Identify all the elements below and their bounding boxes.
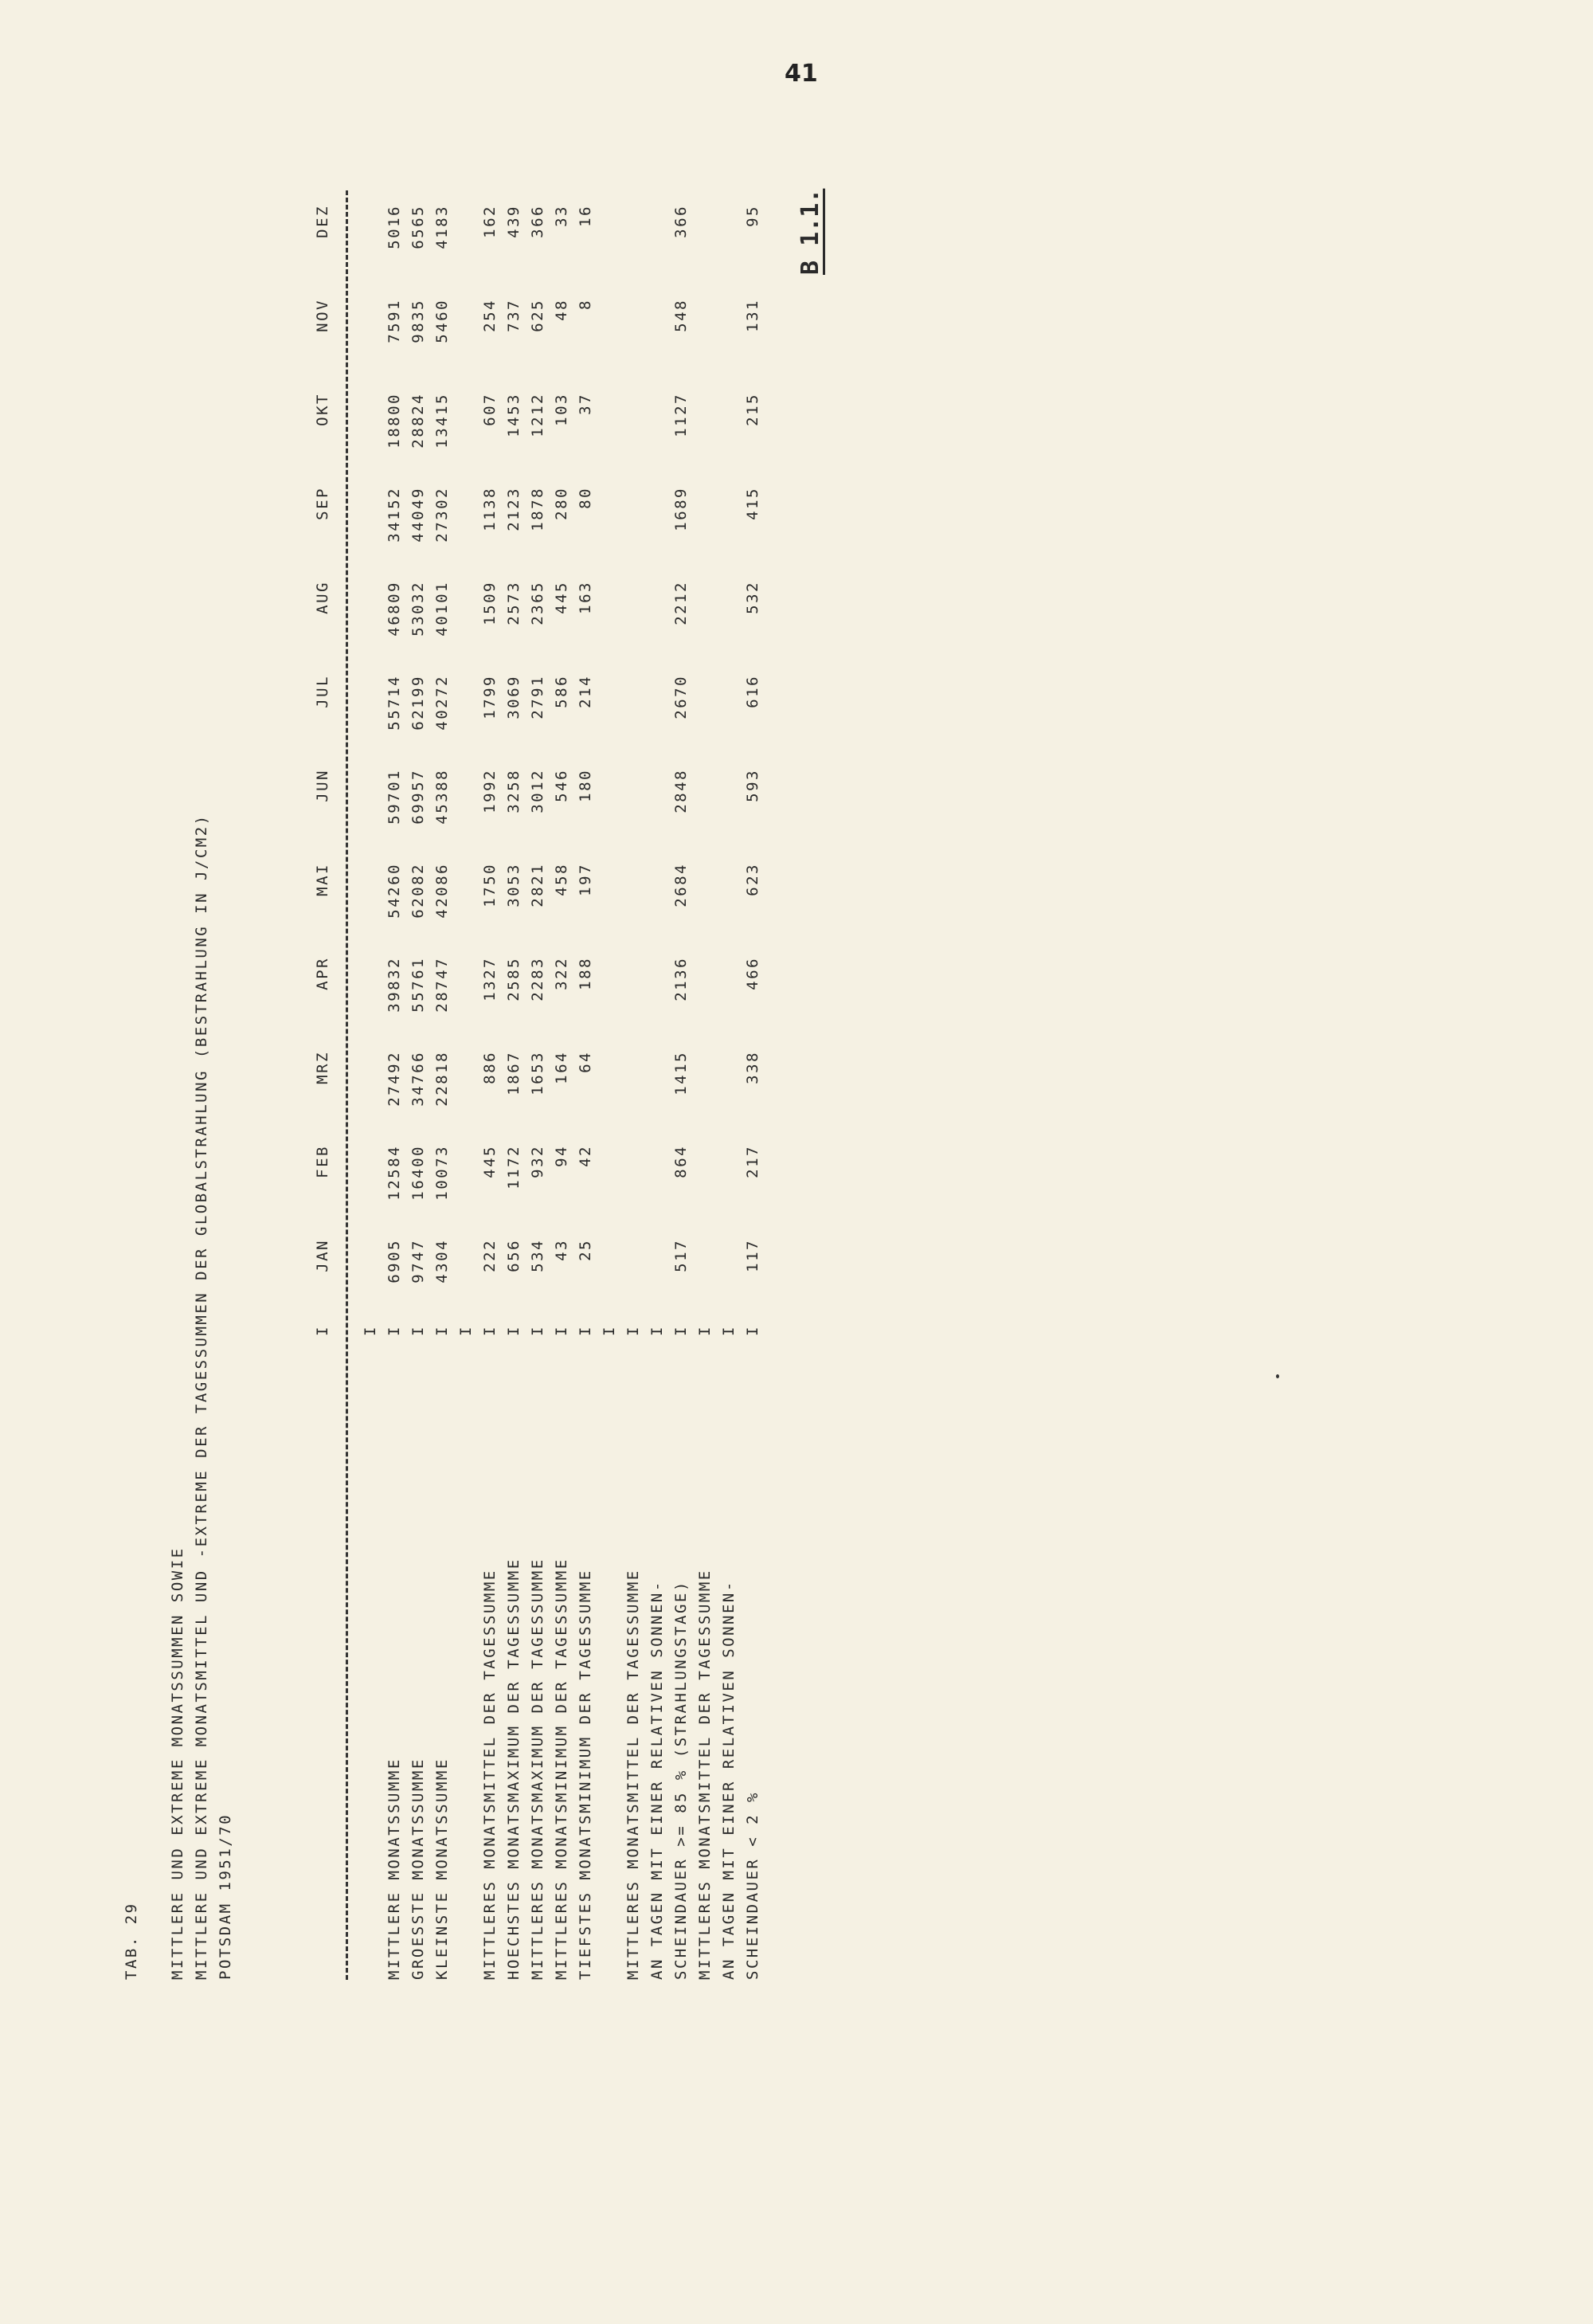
title-line-1: MITTLERE UND EXTREME MONATSSUMMEN SOWIE xyxy=(169,1546,186,1980)
table-cell: 616 xyxy=(744,675,761,708)
table-cell: 4304 xyxy=(433,1239,451,1283)
column-separator: I xyxy=(362,1325,379,1336)
table-cell: 2365 xyxy=(529,581,546,625)
table-cell: 1127 xyxy=(672,393,690,437)
table-cell: 593 xyxy=(744,769,761,802)
table-cell: 3069 xyxy=(505,675,523,719)
table-cell: 280 xyxy=(553,487,570,520)
blank-row xyxy=(358,190,382,1319)
table-cell: 214 xyxy=(577,675,594,708)
header-blank xyxy=(311,1342,335,1980)
table-cell: 2573 xyxy=(505,581,523,625)
column-header-mai: MAI xyxy=(314,863,331,896)
blank-label xyxy=(454,1342,478,1980)
column-separator: I xyxy=(433,1325,451,1336)
table-cell: 27492 xyxy=(386,1051,403,1107)
row-label-line-1: MITTLERES MONATSMITTEL DER TAGESSUMME xyxy=(624,1569,642,1980)
column-header-okt: OKT xyxy=(314,393,331,426)
row-label-line-1: MITTLERES MONATSMITTEL DER TAGESSUMME xyxy=(696,1569,714,1980)
table-cell: 9747 xyxy=(409,1239,427,1283)
table-cell: 40272 xyxy=(433,675,451,731)
table-cell: 117 xyxy=(744,1239,761,1272)
paper-speck xyxy=(1276,1374,1279,1378)
table-cell: 46809 xyxy=(386,581,403,637)
table-cell: 466 xyxy=(744,957,761,990)
table-cell: 254 xyxy=(481,299,499,332)
table-cell: 44049 xyxy=(409,487,427,543)
row-label: HOECHSTES MONATSMAXIMUM DER TAGESSUMME xyxy=(505,1558,523,1980)
table-cell: 546 xyxy=(553,769,570,802)
table-cell: 28824 xyxy=(409,393,427,449)
table-cell: 445 xyxy=(553,581,570,614)
blank-label xyxy=(358,1342,382,1980)
column-header-nov: NOV xyxy=(314,299,331,332)
row-label-line-3: SCHEINDAUER >= 85 % (STRAHLUNGSTAGE) xyxy=(672,1580,690,1980)
table-cell: 415 xyxy=(744,487,761,520)
table-cell: 8 xyxy=(577,299,594,310)
column-header-mrz: MRZ xyxy=(314,1051,331,1084)
table-cell: 2821 xyxy=(529,863,546,907)
dashed-divider xyxy=(335,190,358,1980)
table-cell: 34766 xyxy=(409,1051,427,1107)
table-cell: 445 xyxy=(481,1145,499,1178)
table-cell: 62082 xyxy=(409,863,427,919)
table-cell: 13415 xyxy=(433,393,451,449)
table-cell: 864 xyxy=(672,1145,690,1178)
table-cell: 886 xyxy=(481,1051,499,1084)
table-cell: 39832 xyxy=(386,957,403,1013)
title-line-2: MITTLERE UND EXTREME MONATSMITTEL UND -EXTREME DER TAGESSUMMEN DER GLOBALSTRAHLUNG (BESTRAHLUNG IN J/CM2) xyxy=(193,813,210,1980)
table-cell: 180 xyxy=(577,769,594,802)
table-cell: 162 xyxy=(481,205,499,238)
table-cell: 103 xyxy=(553,393,570,426)
column-separator: I xyxy=(577,1325,594,1336)
table-cell: 69957 xyxy=(409,769,427,825)
table-cell: 439 xyxy=(505,205,523,238)
blank-row xyxy=(645,190,669,1319)
blank-label xyxy=(597,1342,621,1980)
table-cell: 1415 xyxy=(672,1051,690,1095)
table-cell: 1689 xyxy=(672,487,690,531)
column-header-aug: AUG xyxy=(314,581,331,614)
table-cell: 737 xyxy=(505,299,523,332)
table-cell: 532 xyxy=(744,581,761,614)
page-number: 41 xyxy=(785,60,818,88)
table-cell: 586 xyxy=(553,675,570,708)
table-cell: 12584 xyxy=(386,1145,403,1201)
row-label: MITTLERES MONATSMAXIMUM DER TAGESSUMME xyxy=(529,1558,546,1980)
table-cell: 37 xyxy=(577,393,594,415)
table-cell: 16400 xyxy=(409,1145,427,1201)
table-cell: 2848 xyxy=(672,769,690,813)
row-label: MITTLERES MONATSMINIMUM DER TAGESSUMME xyxy=(553,1558,570,1980)
blank-row xyxy=(693,190,717,1319)
table-cell: 338 xyxy=(744,1051,761,1084)
column-header-jul: JUL xyxy=(314,675,331,708)
section-code: B 1.1. xyxy=(796,188,824,275)
table-cell: 62199 xyxy=(409,675,427,731)
table-cell: 1878 xyxy=(529,487,546,531)
title-line-3: POTSDAM 1951/70 xyxy=(217,1813,234,1980)
table-cell: 16 xyxy=(577,205,594,227)
column-separator: I xyxy=(481,1325,499,1336)
table-cell: 1212 xyxy=(529,393,546,437)
table-cell: 64 xyxy=(577,1051,594,1073)
column-separator: I xyxy=(744,1325,761,1336)
table-cell: 95 xyxy=(744,205,761,227)
table-cell: 27302 xyxy=(433,487,451,543)
column-separator: I xyxy=(409,1325,427,1336)
column-separator: I xyxy=(672,1325,690,1336)
table-cell: 625 xyxy=(529,299,546,332)
table-cell: 45388 xyxy=(433,769,451,825)
table-cell: 2684 xyxy=(672,863,690,907)
row-label-line-2: AN TAGEN MIT EINER RELATIVEN SONNEN- xyxy=(720,1580,738,1980)
table-cell: 1992 xyxy=(481,769,499,813)
blank-row xyxy=(621,190,645,1319)
table-cell: 94 xyxy=(553,1145,570,1167)
table-cell: 164 xyxy=(553,1051,570,1084)
table-cell: 34152 xyxy=(386,487,403,543)
table-cell: 54260 xyxy=(386,863,403,919)
column-separator: I xyxy=(386,1325,403,1336)
column-separator: I xyxy=(648,1325,666,1336)
column-separator: I xyxy=(696,1325,714,1336)
table-cell: 5460 xyxy=(433,299,451,343)
table-cell: 43 xyxy=(553,1239,570,1261)
table-cell: 22818 xyxy=(433,1051,451,1107)
table-cell: 55761 xyxy=(409,957,427,1013)
table-cell: 215 xyxy=(744,393,761,426)
table-cell: 1653 xyxy=(529,1051,546,1095)
table-cell: 42 xyxy=(577,1145,594,1167)
table-cell: 623 xyxy=(744,863,761,896)
column-separator: I xyxy=(529,1325,546,1336)
data-table xyxy=(311,190,765,1980)
table-cell: 1750 xyxy=(481,863,499,907)
table-cell: 80 xyxy=(577,487,594,509)
column-header-sep: SEP xyxy=(314,487,331,520)
table-label: TAB. 29 xyxy=(123,1902,140,1980)
table-cell: 366 xyxy=(529,205,546,238)
table-cell: 1172 xyxy=(505,1145,523,1189)
column-separator: I xyxy=(457,1325,475,1336)
table-cell: 2212 xyxy=(672,581,690,625)
table-cell: 2670 xyxy=(672,675,690,719)
column-separator: I xyxy=(720,1325,738,1336)
blank-row xyxy=(454,190,478,1319)
column-separator: I xyxy=(601,1325,618,1336)
row-label: KLEINSTE MONATSSUMME xyxy=(433,1758,451,1980)
table-cell: 163 xyxy=(577,581,594,614)
table-cell: 42086 xyxy=(433,863,451,919)
table-cell: 5016 xyxy=(386,205,403,249)
row-label: GROESSTE MONATSSUMME xyxy=(409,1758,427,1980)
table-cell: 932 xyxy=(529,1145,546,1178)
row-label: TIEFSTES MONATSMINIMUM DER TAGESSUMME xyxy=(577,1569,594,1980)
table-cell: 59701 xyxy=(386,769,403,825)
table-cell: 2585 xyxy=(505,957,523,1001)
table-cell: 1799 xyxy=(481,675,499,719)
table-cell: 25 xyxy=(577,1239,594,1261)
table-cell: 1453 xyxy=(505,393,523,437)
table-cell: 458 xyxy=(553,863,570,896)
table-cell: 3012 xyxy=(529,769,546,813)
table-cell: 131 xyxy=(744,299,761,332)
table-cell: 48 xyxy=(553,299,570,321)
rotated-table-sheet xyxy=(119,179,761,1980)
table-cell: 1327 xyxy=(481,957,499,1001)
table-cell: 607 xyxy=(481,393,499,426)
table-cell: 6565 xyxy=(409,205,427,249)
table-cell: 322 xyxy=(553,957,570,990)
column-header-jun: JUN xyxy=(314,769,331,802)
table-cell: 534 xyxy=(529,1239,546,1272)
table-cell: 55714 xyxy=(386,675,403,731)
table-cell: 40101 xyxy=(433,581,451,637)
row-label-line-3: SCHEINDAUER < 2 % xyxy=(744,1791,761,1980)
column-header-apr: APR xyxy=(314,957,331,990)
table-cell: 2136 xyxy=(672,957,690,1001)
table-cell: 548 xyxy=(672,299,690,332)
table-cell: 517 xyxy=(672,1239,690,1272)
table-cell: 222 xyxy=(481,1239,499,1272)
table-cell: 1138 xyxy=(481,487,499,531)
table-cell: 2791 xyxy=(529,675,546,719)
table-cell: 3053 xyxy=(505,863,523,907)
table-cell: 6905 xyxy=(386,1239,403,1283)
column-separator: I xyxy=(624,1325,642,1336)
table-cell: 366 xyxy=(672,205,690,238)
blank-row xyxy=(717,190,741,1319)
table-cell: 2123 xyxy=(505,487,523,531)
table-cell: 1867 xyxy=(505,1051,523,1095)
table-cell: 3258 xyxy=(505,769,523,813)
table-cell: 7591 xyxy=(386,299,403,343)
table-cell: 188 xyxy=(577,957,594,990)
table-cell: 10073 xyxy=(433,1145,451,1201)
row-label-line-2: AN TAGEN MIT EINER RELATIVEN SONNEN- xyxy=(648,1580,666,1980)
column-header-jan: JAN xyxy=(314,1239,331,1272)
table-title xyxy=(119,813,237,1980)
table-cell: 4183 xyxy=(433,205,451,249)
table-cell: 28747 xyxy=(433,957,451,1013)
table-cell: 53032 xyxy=(409,581,427,637)
column-header-feb: FEB xyxy=(314,1145,331,1178)
table-cell: 9835 xyxy=(409,299,427,343)
row-label: MITTLERES MONATSMITTEL DER TAGESSUMME xyxy=(481,1569,499,1980)
column-separator: I xyxy=(553,1325,570,1336)
table-cell: 197 xyxy=(577,863,594,896)
table-cell: 18800 xyxy=(386,393,403,449)
table-cell: 1509 xyxy=(481,581,499,625)
table-cell: 217 xyxy=(744,1145,761,1178)
table-cell: 33 xyxy=(553,205,570,227)
row-label: MITTLERE MONATSSUMME xyxy=(386,1758,403,1980)
blank-row xyxy=(597,190,621,1319)
column-separator: I xyxy=(314,1325,331,1336)
column-header-dez: DEZ xyxy=(314,205,331,238)
column-separator: I xyxy=(505,1325,523,1336)
table-cell: 656 xyxy=(505,1239,523,1272)
table-cell: 2283 xyxy=(529,957,546,1001)
